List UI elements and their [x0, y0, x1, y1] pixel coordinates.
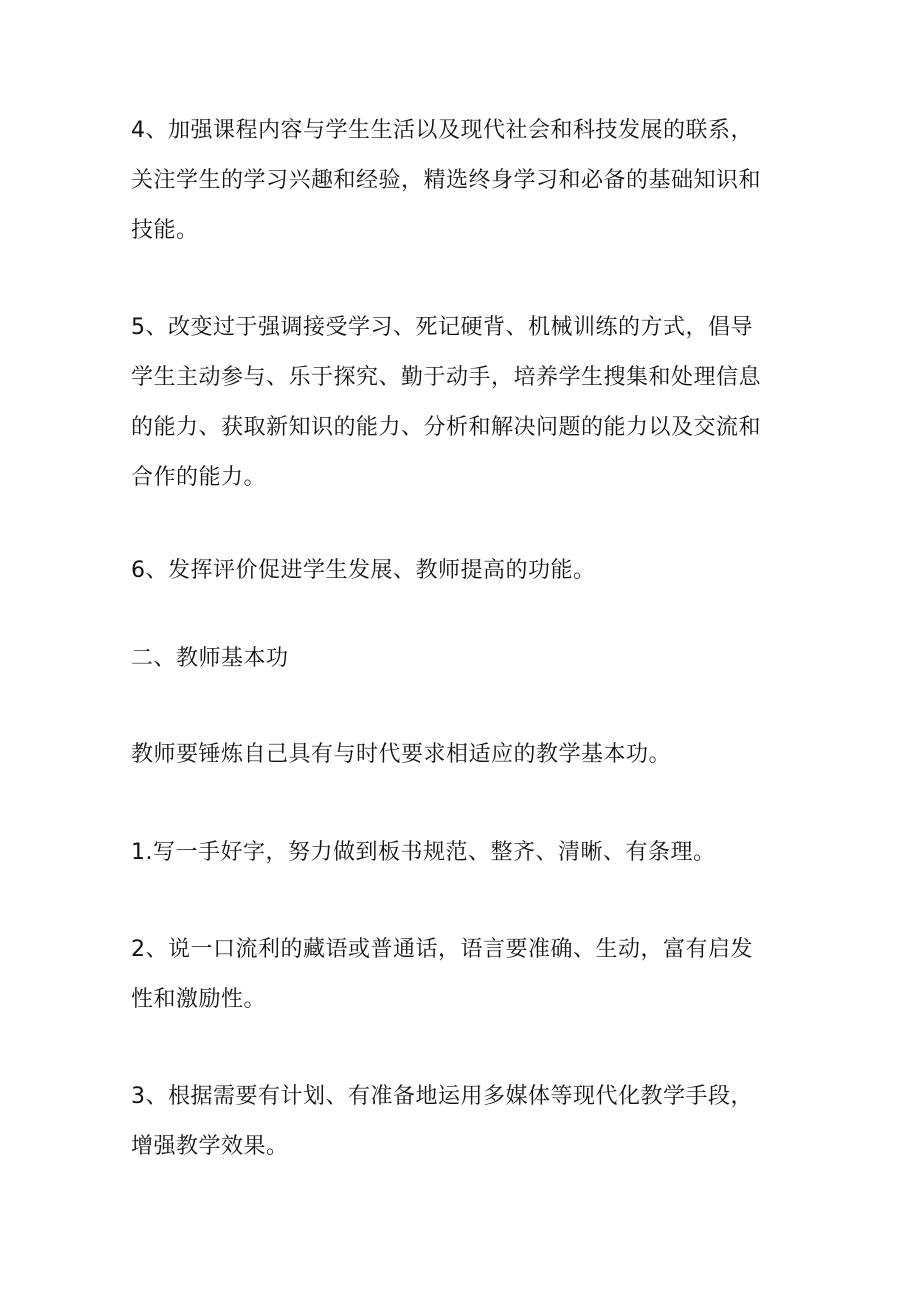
text-line: 二、教师基本功	[131, 646, 289, 671]
text-line: 6、发挥评价促进学生发展、教师提高的功能。	[131, 558, 596, 583]
text-line: 5、改变过于强调接受学习、死记硬背、机械训练的方式，倡导	[131, 315, 753, 340]
text-line: 3、根据需要有计划、有准备地运用多媒体等现代化教学手段，	[131, 1084, 753, 1109]
text-line: 的能力、获取新知识的能力、分析和解决问题的能力以及交流和	[131, 415, 762, 440]
paragraph-item-4	[131, 106, 791, 256]
text-line: 1.写一手好字，努力做到板书规范、整齐、清晰、有条理。	[131, 840, 716, 865]
paragraph-intro	[131, 730, 791, 780]
text-line: 2、说一口流利的藏语或普通话，语言要准确、生动，富有启发	[131, 937, 753, 962]
text-line: 教师要锤炼自己具有与时代要求相适应的教学基本功。	[131, 742, 672, 767]
text-line: 技能。	[131, 218, 199, 243]
text-line: 增强教学效果。	[131, 1134, 289, 1159]
text-line: 合作的能力。	[131, 465, 267, 490]
paragraph-skill-2	[131, 925, 791, 1025]
text-line: 关注学生的学习兴趣和经验，精选终身学习和必备的基础知识和	[131, 168, 762, 193]
section-heading-teacher-skills	[131, 634, 791, 684]
text-line: 性和激励性。	[131, 987, 267, 1012]
paragraph-item-5	[131, 303, 791, 503]
paragraph-skill-1	[131, 828, 791, 878]
paragraph-item-6	[131, 546, 791, 596]
text-line: 学生主动参与、乐于探究、勤于动手，培养学生搜集和处理信息	[131, 365, 762, 390]
paragraph-skill-3	[131, 1072, 791, 1172]
text-line: 4、加强课程内容与学生生活以及现代社会和科技发展的联系，	[131, 118, 753, 143]
